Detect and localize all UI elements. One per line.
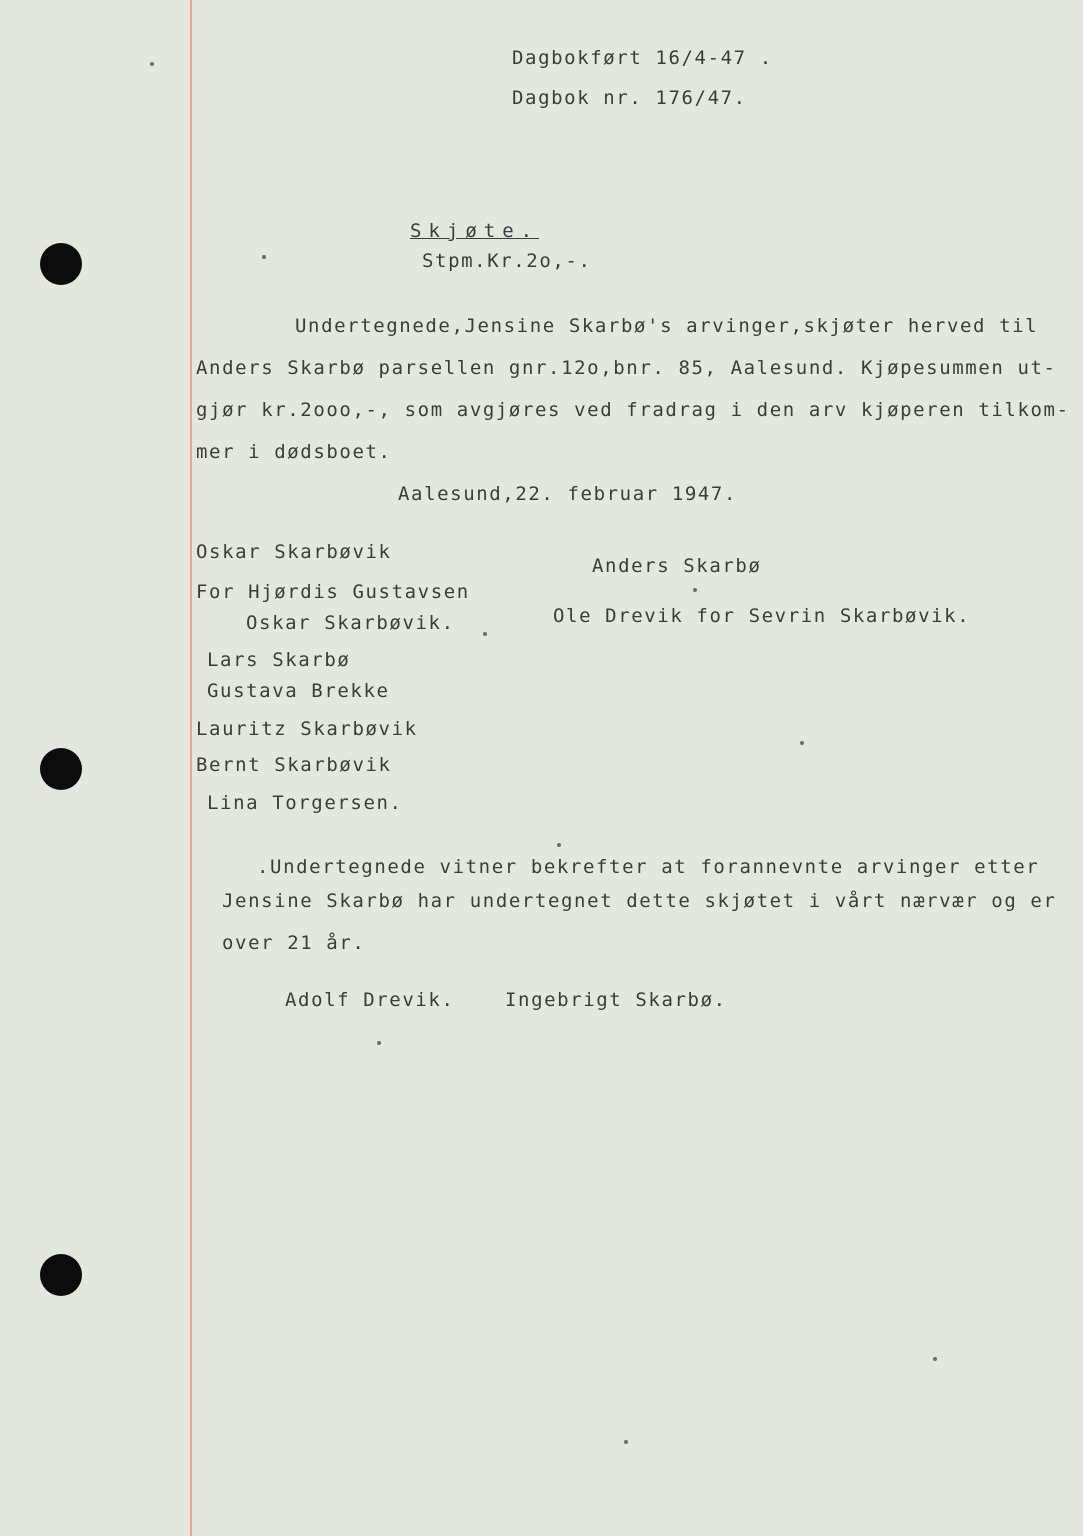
paper-speck <box>150 62 154 66</box>
body-line-3: gjør kr.2ooo,-, som avgjøres ved fradrag i den arv kjøperen tilkom- <box>196 399 1070 421</box>
punch-hole-middle <box>40 748 82 790</box>
paper-speck <box>693 588 697 592</box>
punch-hole-top <box>40 243 82 285</box>
signature-right-1: Anders Skarbø <box>592 555 762 577</box>
witness-signature-1: Adolf Drevik. <box>285 989 455 1011</box>
witness-signature-2: Ingebrigt Skarbø. <box>505 989 727 1011</box>
paper-speck <box>800 741 804 745</box>
paper-speck <box>377 1041 381 1045</box>
witness-line-3: over 21 år. <box>222 932 366 954</box>
signature-left-1: Oskar Skarbøvik <box>196 541 392 563</box>
signature-left-2: For Hjørdis Gustavsen <box>196 581 470 603</box>
place-and-date: Aalesund,22. februar 1947. <box>398 483 738 505</box>
paper-speck <box>557 843 561 847</box>
paper-speck <box>933 1357 937 1361</box>
document-title: Skjøte. <box>410 220 540 242</box>
signature-left-8: Lina Torgersen. <box>207 792 403 814</box>
signature-left-3: Oskar Skarbøvik. <box>246 612 455 634</box>
punch-hole-bottom <box>40 1254 82 1296</box>
registered-date: Dagbokført 16/4-47 . <box>512 47 773 69</box>
body-line-1: Undertegnede,Jensine Skarbø's arvinger,skjøter herved til <box>295 315 1039 337</box>
body-line-4: mer i dødsboet. <box>196 441 392 463</box>
signature-left-4: Lars Skarbø <box>207 649 351 671</box>
journal-number: Dagbok nr. 176/47. <box>512 87 747 109</box>
paper-speck <box>262 255 266 259</box>
signature-left-5: Gustava Brekke <box>207 680 390 702</box>
red-margin-line <box>190 0 192 1536</box>
paper-speck <box>624 1440 628 1444</box>
signature-left-7: Bernt Skarbøvik <box>196 754 392 776</box>
witness-line-2: Jensine Skarbø har undertegnet dette skjøtet i vårt nærvær og er <box>222 890 1057 912</box>
body-line-2: Anders Skarbø parsellen gnr.12o,bnr. 85, Aalesund. Kjøpesummen ut- <box>196 357 1057 379</box>
witness-line-1: .Undertegnede vitner bekrefter at forannevnte arvinger etter <box>257 856 1040 878</box>
stamp-duty: Stpm.Kr.2o,-. <box>422 250 592 272</box>
signature-right-2: Ole Drevik for Sevrin Skarbøvik. <box>553 605 971 627</box>
signature-left-6: Lauritz Skarbøvik <box>196 718 418 740</box>
paper-speck <box>483 632 487 636</box>
